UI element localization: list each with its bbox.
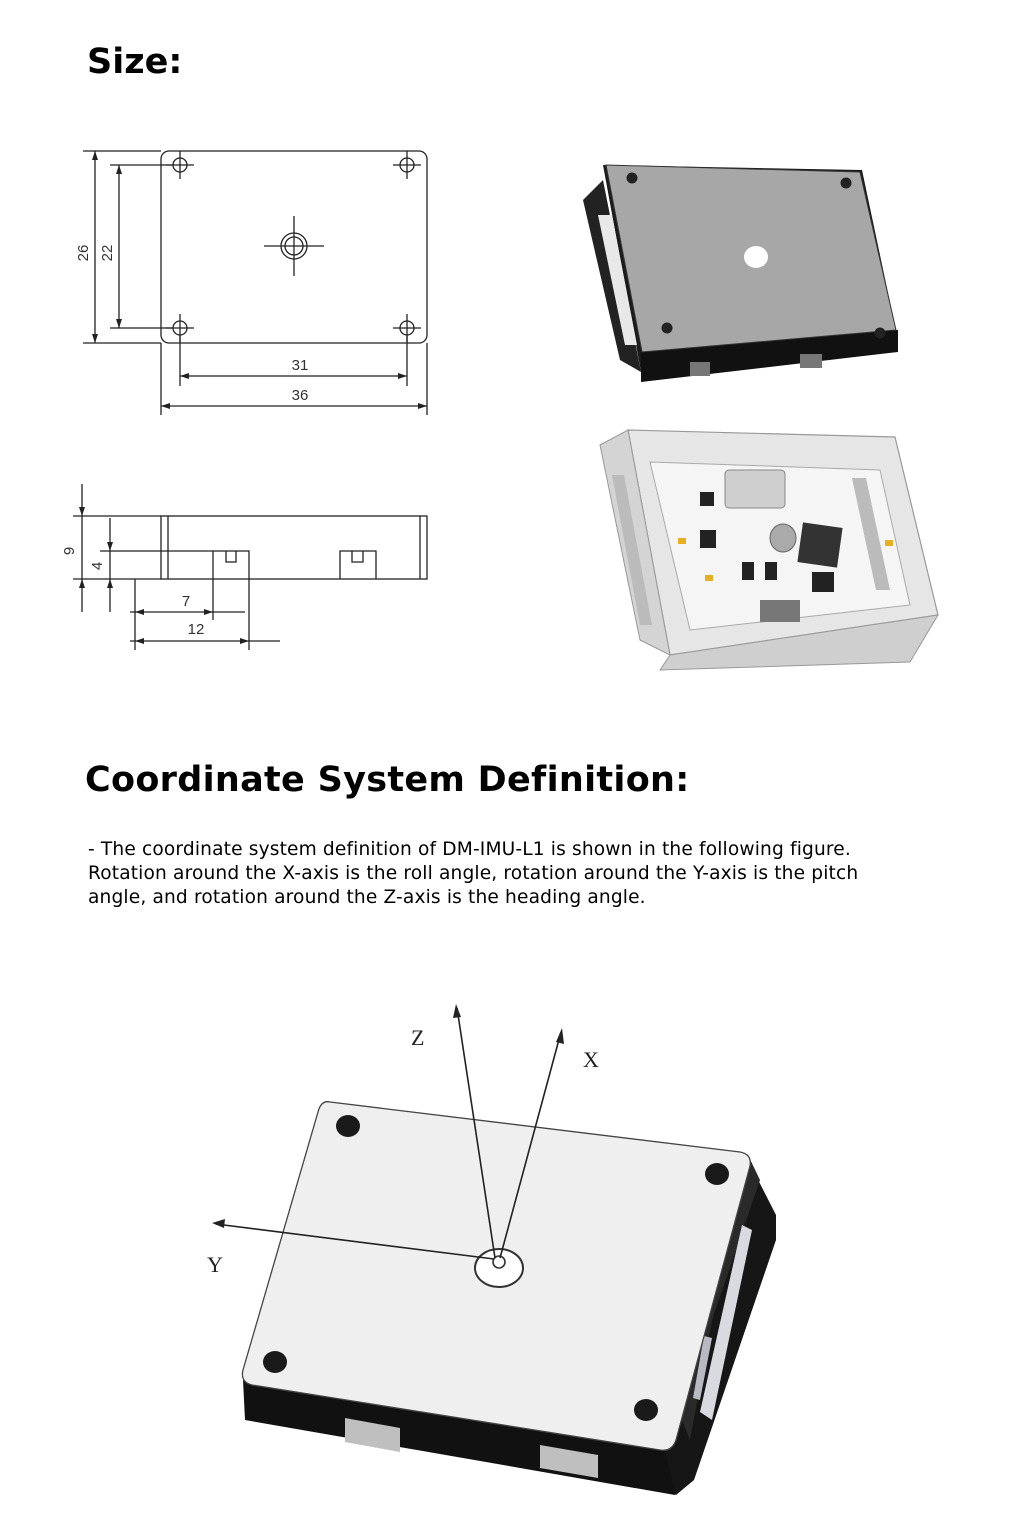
description-line: Rotation around the X-axis is the roll angle, rotation around the Y-axis is the pitch <box>88 863 859 884</box>
dim-side-offset-outer: 12 <box>187 621 205 638</box>
dim-height-inner: 22 <box>99 244 116 262</box>
dim-side-height-outer: 9 <box>61 546 78 556</box>
size-section-title: Size: <box>87 42 183 82</box>
mount-hole <box>634 1399 658 1421</box>
z-axis-label: Z <box>411 1025 425 1050</box>
dim-width-outer: 36 <box>291 387 309 404</box>
mount-hole <box>336 1115 360 1137</box>
coordinate-section-title: Coordinate System Definition: <box>85 760 690 800</box>
description-line: angle, and rotation around the Z-axis is the heading angle. <box>88 887 646 908</box>
mount-hole <box>263 1351 287 1373</box>
description-line: - The coordinate system definition of DM-IMU-L1 is shown in the following figure. <box>88 839 851 860</box>
x-axis-label: X <box>583 1047 599 1072</box>
y-axis-label: Y <box>207 1252 223 1277</box>
dim-side-offset-inner: 7 <box>181 593 191 610</box>
dim-width-inner: 31 <box>291 357 309 374</box>
dim-side-height-inner: 4 <box>89 561 106 571</box>
mount-hole <box>705 1163 729 1185</box>
dim-height-outer: 26 <box>75 244 92 262</box>
